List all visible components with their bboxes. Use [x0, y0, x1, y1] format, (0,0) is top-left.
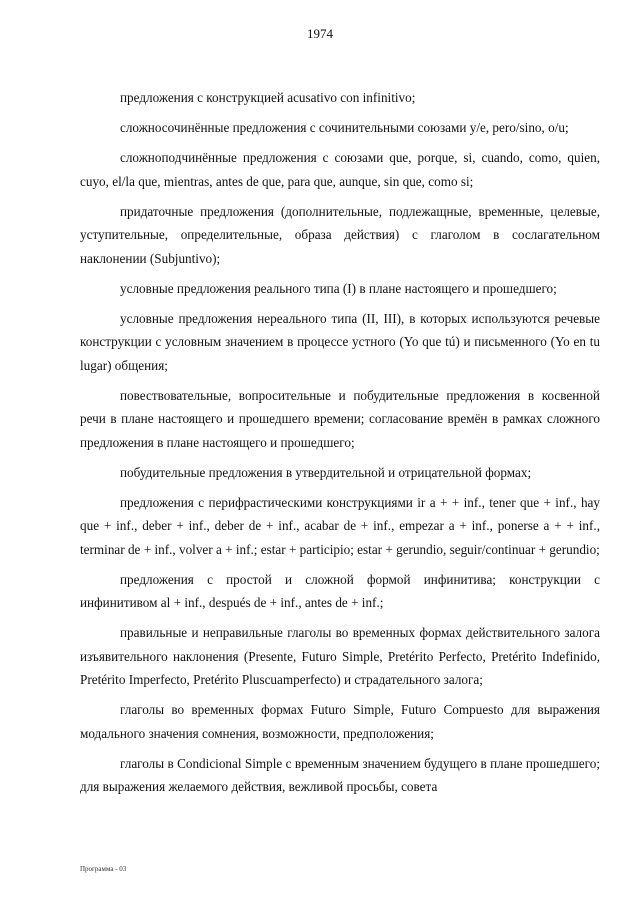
paragraph: придаточные предложения (дополнительные, подлежащные, временные, целевые, уступительные, определительные, образа действия) с глаголом в сослагательном наклонении (Subjuntivo);	[80, 203, 600, 266]
paragraph: предложения с перифрастическими конструкциями ir a + + inf., tener que + inf., hay que + inf., deber + inf., deber de + inf., acabar de + inf., empezar a + inf., ponerse a + + inf., terminar de + inf., volver a + inf.; estar + participio; estar + gerundio, seguir/continuar + gerundio;	[80, 494, 600, 557]
page-body	[80, 86, 600, 805]
paragraph: глаголы во временных формах Futuro Simple, Futuro Compuesto для выражения модального значения сомнения, возможности, предположения;	[80, 702, 600, 741]
paragraph: предложения с конструкцией acusativo con infinitivo;	[120, 90, 416, 105]
paragraph: повествовательные, вопросительные и побудительные предложения в косвенной речи в плане настоящего и прошедшего времени; согласование времён в рамках сложного предложения в плане настоящего и прошедшего;	[80, 387, 600, 450]
paragraph: сложноподчинённые предложения с союзами que, porque, si, cuando, como, quien, cuyo, el/la que, mientras, antes de que, para que, aunque, sin que, como si;	[80, 150, 600, 189]
paragraph: правильные и неправильные глаголы во временных формах действительного залога изъявительного наклонения (Presente, Futuro Simple, Pretérito Perfecto, Pretérito Indefinido, Pretérito Imperfecto, Pretérito Pluscuamperfecto) и страдательного залога;	[80, 625, 600, 687]
page-number: 1974	[307, 26, 333, 41]
paragraph: условные предложения реального типа (I) в плане настоящего и прошедшего;	[120, 280, 557, 296]
paragraph: предложения с простой и сложной формой инфинитива; конструкции с инфинитивом al + inf., después de + inf., antes de + inf.;	[80, 571, 600, 610]
page-footer: Программа - 03	[80, 865, 127, 873]
paragraph: условные предложения нереального типа (II, III), в которых используются речевые конструкции с условным значением в процессе устного (Yo que tú) и письменного (Yo en tu lugar) общения;	[80, 310, 600, 373]
paragraph: сложносочинённые предложения с сочинительными союзами y/e, pero/sino, o/u;	[120, 120, 569, 135]
paragraph: глаголы в Condicional Simple с временным значением будущего в плане прошедшего; для выражения желаемого действия, вежливой просьбы, совета	[80, 755, 600, 794]
paragraph: побудительные предложения в утвердительной и отрицательной формах;	[120, 464, 532, 480]
